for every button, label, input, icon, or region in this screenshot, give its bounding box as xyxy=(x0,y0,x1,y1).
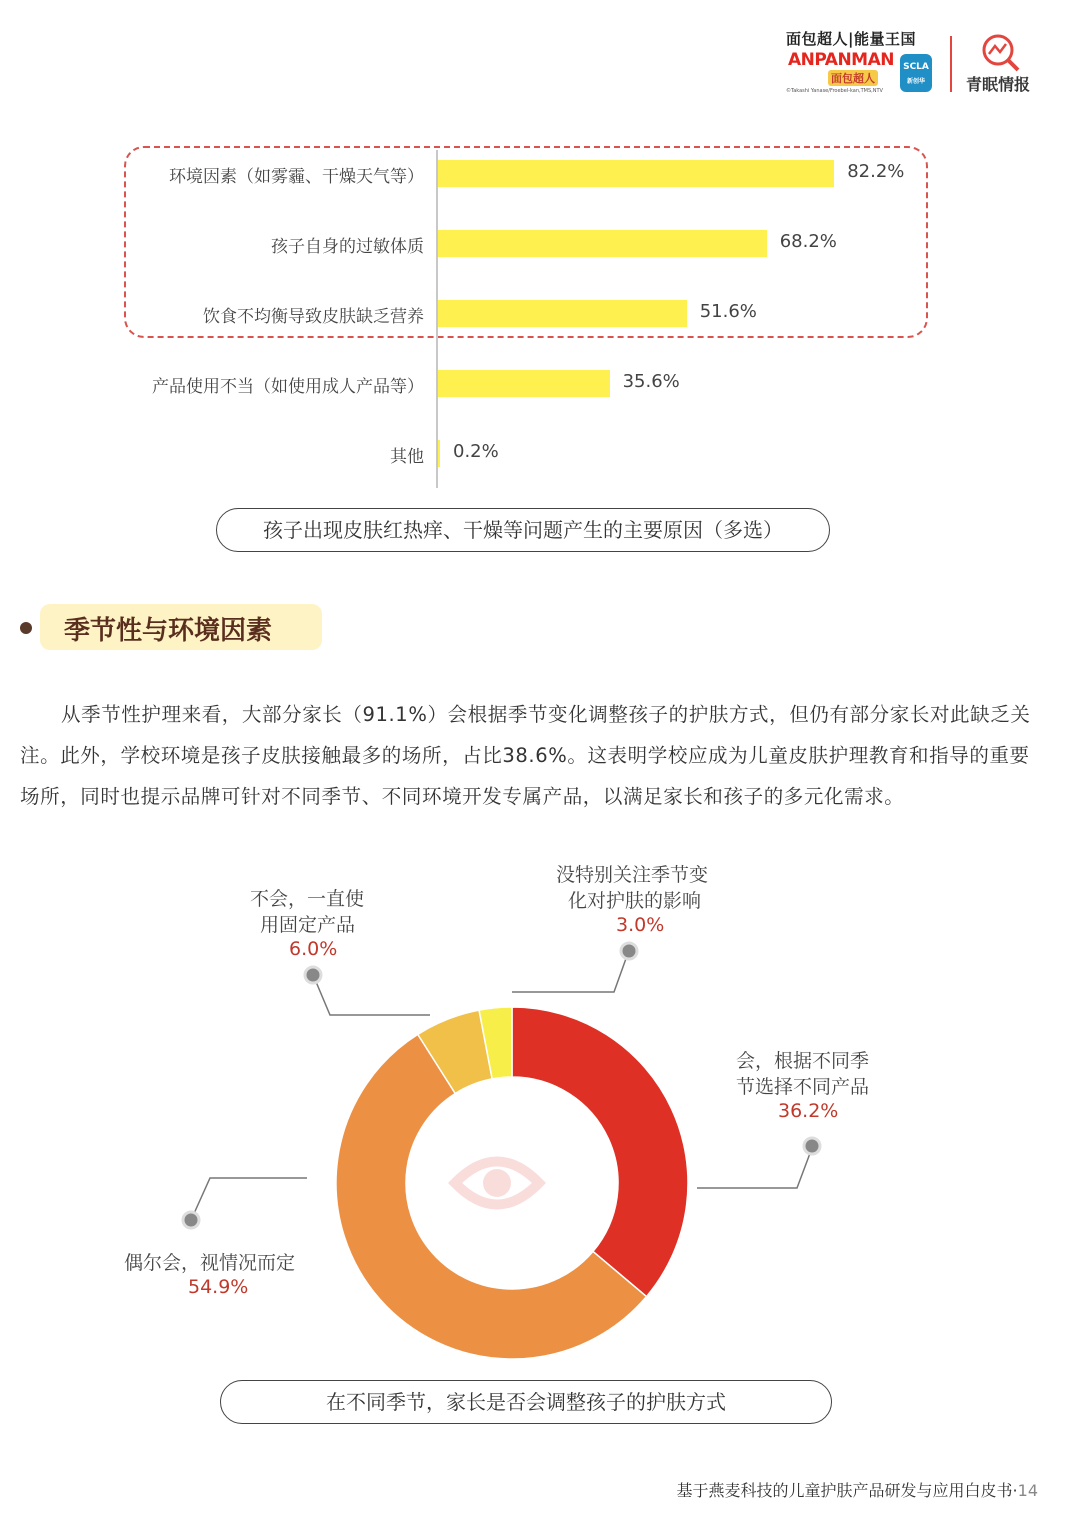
brand-title: 面包超人|能量王国 xyxy=(786,30,916,48)
leader-dot-s3 xyxy=(621,943,637,959)
bar xyxy=(438,300,687,327)
scla-name: SCLA xyxy=(903,62,929,72)
bar xyxy=(438,230,767,257)
bar-category-label: 产品使用不当（如使用成人产品等） xyxy=(152,377,424,397)
bar-category-label: 饮食不均衡导致皮肤缺乏营养 xyxy=(203,307,424,327)
brand-subtitle: 面包超人 xyxy=(828,70,878,86)
bar-value-label: 68.2% xyxy=(779,231,837,252)
slice-pct-s0: 36.2% xyxy=(778,1100,839,1122)
qm-name: 青眠情报 xyxy=(966,75,1031,94)
slice-label-s2-line1: 不会，一直使 xyxy=(250,888,365,910)
bullet-dot xyxy=(20,622,32,634)
leader-dot-s2 xyxy=(305,967,321,983)
bar-value-label: 35.6% xyxy=(622,371,680,392)
section-paragraph: 从季节性护理来看，大部分家长（91.1%）会根据季节变化调整孩子的护肤方式，但仍有部分家长对此缺乏关注。此外，学校环境是孩子皮肤接触最多的场所，占比38.6%。这表明学校应成为儿童皮肤护理教育和指导的重要场所，同时也提示品牌可针对不同季节、不同环境开发专属产品，以满足家长和孩子的多元化需求。 xyxy=(20,703,1031,808)
slice-label-s1: 偶尔会，视情况而定 xyxy=(124,1252,296,1274)
bar xyxy=(438,370,610,397)
leader-line-s2 xyxy=(314,977,430,1015)
bar-value-label: 82.2% xyxy=(847,161,905,182)
section-title: 季节性与环境因素 xyxy=(64,616,273,646)
slice-label-s0-line1: 会，根据不同季 xyxy=(736,1050,870,1072)
bar-category-label: 孩子自身的过敏体质 xyxy=(271,237,424,257)
bar xyxy=(438,160,834,187)
leader-line-s3 xyxy=(512,953,628,992)
donut-chart-caption: 在不同季节，家长是否会调整孩子的护肤方式 xyxy=(220,1380,832,1424)
bar-chart-caption: 孩子出现皮肤红热痒、干燥等问题产生的主要原因（多选） xyxy=(216,508,830,552)
slice-label-s0-line2: 节选择不同产品 xyxy=(736,1076,870,1098)
brand-copyright: ©Takashi Yanase/Froebel-kan,TMS,NTV xyxy=(786,88,883,94)
slice-label-s2-line2: 用固定产品 xyxy=(260,914,356,936)
donut-slice-1 xyxy=(336,1034,646,1359)
leader-dot-s0 xyxy=(804,1138,820,1154)
slice-label-s3-line1: 没特别关注季节变 xyxy=(556,864,709,886)
slice-pct-s2: 6.0% xyxy=(289,938,338,960)
donut-slice-0 xyxy=(512,1007,688,1297)
leader-line-s1 xyxy=(192,1178,307,1218)
scla-sub: 新创华 xyxy=(906,78,925,85)
qm-logo xyxy=(966,32,1038,98)
watermark-eye-icon xyxy=(455,1162,539,1205)
page-number: 14 xyxy=(1017,1481,1038,1500)
bar-value-label: 0.2% xyxy=(453,441,499,462)
footer-title: 基于燕麦科技的儿童护肤产品研发与应用白皮书· xyxy=(676,1481,1018,1500)
page-footer xyxy=(677,1478,1038,1501)
leader-dot-s1 xyxy=(183,1212,199,1228)
bar xyxy=(438,440,440,467)
bar-value-label: 51.6% xyxy=(699,301,757,322)
scla-logo xyxy=(900,54,932,92)
donut-slice-2 xyxy=(418,1010,492,1093)
logo-divider xyxy=(950,36,952,92)
donut-slice-3 xyxy=(479,1007,512,1079)
bar-category-label: 其他 xyxy=(390,447,424,467)
slice-label-s3-line2: 化对护肤的影响 xyxy=(568,890,702,912)
slice-pct-s1: 54.9% xyxy=(188,1276,249,1298)
magnifier-chart-icon xyxy=(966,32,1038,72)
bar-category-label: 环境因素（如雾霾、干燥天气等） xyxy=(169,167,424,187)
slice-pct-s3: 3.0% xyxy=(616,914,665,936)
brand-wordmark: ANPANMAN xyxy=(788,50,894,70)
leader-line-s0 xyxy=(697,1148,812,1188)
anpanman-logo xyxy=(786,28,936,98)
